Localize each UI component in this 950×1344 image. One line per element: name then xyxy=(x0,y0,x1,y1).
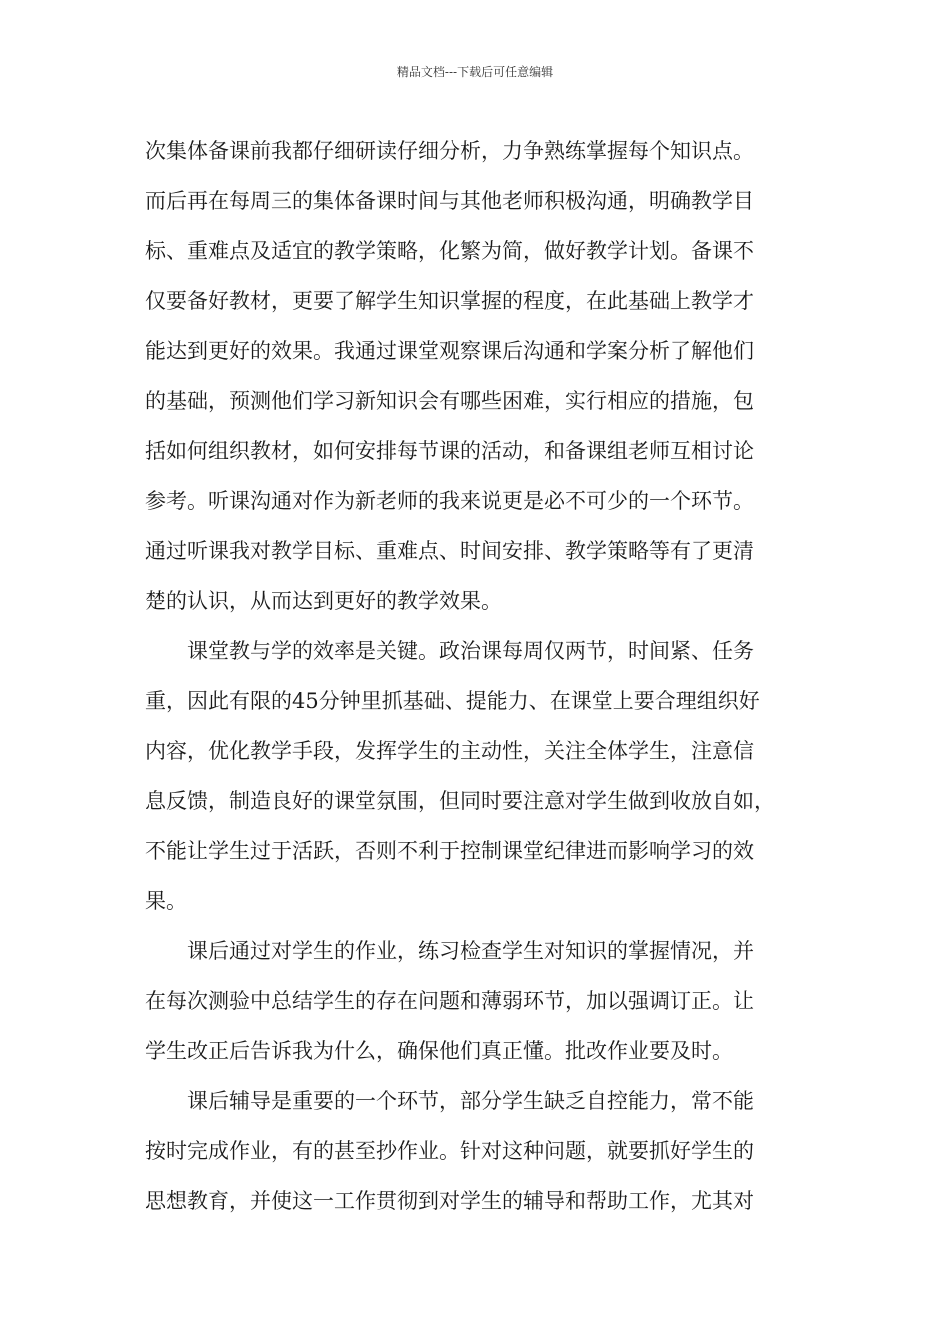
text-line: 在每次测验中总结学生的存在问题和薄弱环节，加以强调订正。让 xyxy=(145,989,754,1013)
text-line: 息反馈，制造良好的课堂氛围，但同时要注意对学生做到收放自如， xyxy=(145,789,775,813)
text-line: 而后再在每周三的集体备课时间与其他老师积极沟通，明确教学目 xyxy=(145,189,754,213)
text-line: 重，因此有限的45分钟里抓基础、提能力、在课堂上要合理组织好 xyxy=(145,689,760,713)
text-line: 内容，优化教学手段，发挥学生的主动性，关注全体学生，注意信 xyxy=(145,739,754,763)
text-line: 课后辅导是重要的一个环节，部分学生缺乏自控能力，常不能 xyxy=(187,1089,754,1113)
text-line: 仅要备好教材，更要了解学生知识掌握的程度，在此基础上教学才 xyxy=(145,289,754,313)
text-line: 参考。听课沟通对作为新老师的我来说更是必不可少的一个环节。 xyxy=(145,489,754,513)
text-line: 楚的认识，从而达到更好的教学效果。 xyxy=(145,589,502,613)
text-line: 按时完成作业，有的甚至抄作业。针对这种问题，就要抓好学生的 xyxy=(145,1139,754,1163)
text-line: 通过听课我对教学目标、重难点、时间安排、教学策略等有了更清 xyxy=(145,539,754,563)
text-line: 思想教育，并使这一工作贯彻到对学生的辅导和帮助工作，尤其对 xyxy=(145,1189,754,1213)
page-header: 精品文档---下载后可任意编辑 xyxy=(396,65,554,79)
text-line: 学生改正后告诉我为什么，确保他们真正懂。批改作业要及时。 xyxy=(145,1039,733,1063)
document-body xyxy=(145,126,809,1226)
text-line: 标、重难点及适宜的教学策略，化繁为简，做好教学计划。备课不 xyxy=(145,239,754,263)
text-line: 能达到更好的效果。我通过课堂观察课后沟通和学案分析了解他们 xyxy=(145,339,754,363)
text-line: 次集体备课前我都仔细研读仔细分析，力争熟练掌握每个知识点。 xyxy=(145,139,754,163)
text-line: 括如何组织教材，如何安排每节课的活动，和备课组老师互相讨论 xyxy=(145,439,754,463)
text-line: 课后通过对学生的作业，练习检查学生对知识的掌握情况，并 xyxy=(187,939,754,963)
text-line: 的基础，预测他们学习新知识会有哪些困难，实行相应的措施，包 xyxy=(145,389,754,413)
text-line: 课堂教与学的效率是关键。政治课每周仅两节，时间紧、任务 xyxy=(187,639,754,663)
text-line: 果。 xyxy=(145,889,187,913)
text-line: 不能让学生过于活跃，否则不利于控制课堂纪律进而影响学习的效 xyxy=(145,839,754,863)
